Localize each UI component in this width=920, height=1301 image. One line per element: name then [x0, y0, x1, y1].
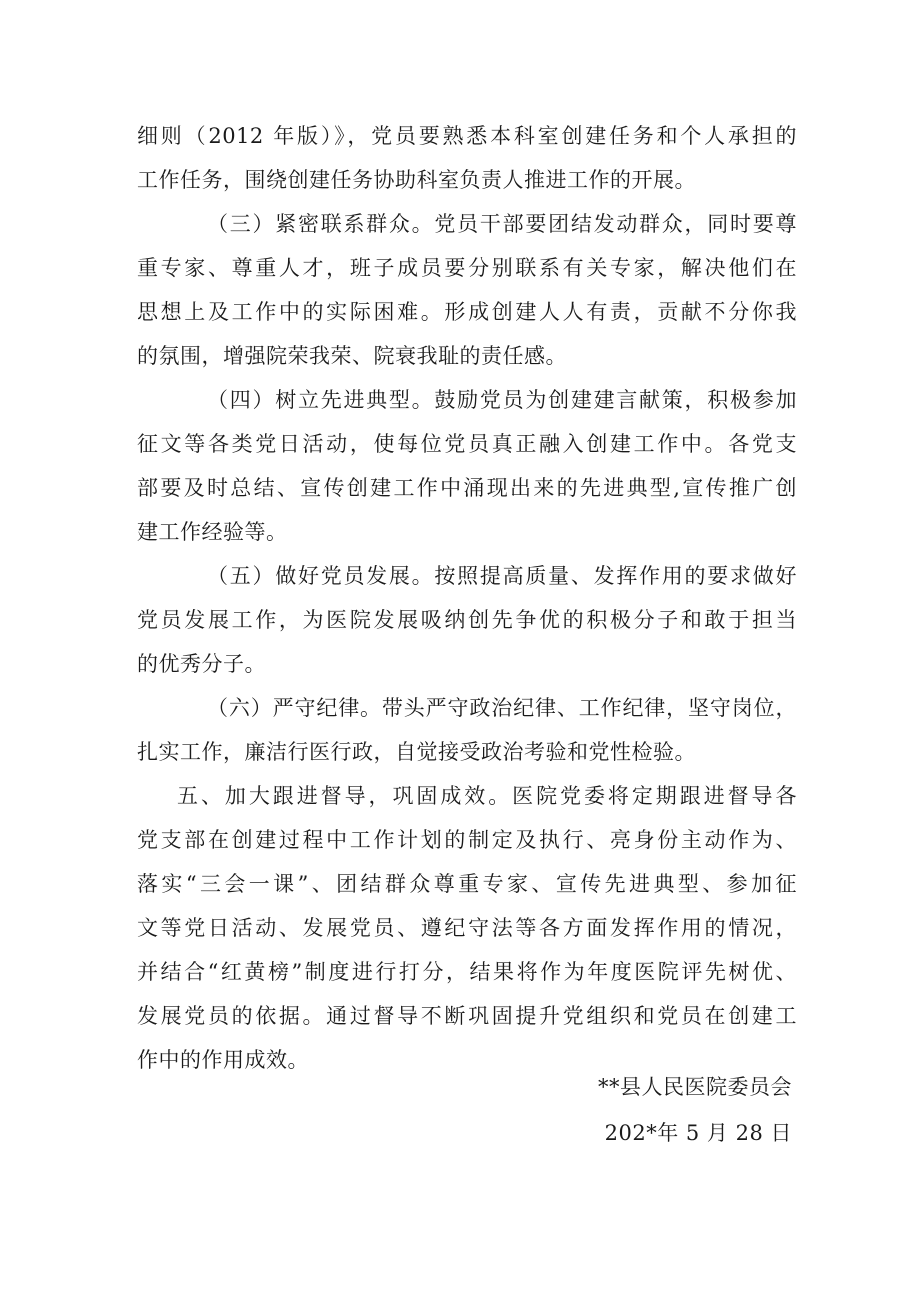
document-body	[137, 114, 797, 1082]
text-line: 扎实工作，廉洁行医行政，自觉接受政治考验和党性检验。	[137, 740, 696, 764]
text-line: 细则（2012 年版）》，党员要熟悉本科室创建任务和个人承担的	[137, 124, 797, 148]
text-line: （四）树立先进典型。鼓励党员为创建建言献策，积极参加	[207, 388, 797, 412]
text-line: 建工作经验等。	[137, 520, 288, 544]
paragraph-item-5	[137, 554, 797, 686]
text-line: 文等党日活动、发展党员、遵纪守法等各方面发挥作用的情况，	[137, 916, 797, 940]
text-line: （五）做好党员发展。按照提高质量、发挥作用的要求做好	[207, 564, 797, 588]
paragraph-item-3	[137, 202, 797, 378]
text-line: 党支部在创建过程中工作计划的制定及执行、亮身份主动作为、	[137, 828, 797, 852]
signature-organization: **县人民医院委员会	[598, 1075, 792, 1099]
paragraph-item-6	[137, 686, 797, 774]
text-line: 重专家、尊重人才，班子成员要分别联系有关专家，解决他们在	[137, 256, 797, 280]
text-line: 征文等各类党日活动，使每位党员真正融入创建工作中。各党支	[137, 432, 797, 456]
text-line: 作中的作用成效。	[137, 1048, 309, 1072]
paragraph-section-5	[137, 774, 797, 1082]
text-line: 五、加大跟进督导，巩固成效。医院党委将定期跟进督导各	[177, 784, 797, 808]
text-line: 的氛围，增强院荣我荣、院衰我耻的责任感。	[137, 344, 567, 368]
text-line: 工作任务，围绕创建任务协助科室负责人推进工作的开展。	[137, 168, 696, 192]
text-line: （三）紧密联系群众。党员干部要团结发动群众，同时要尊	[207, 212, 797, 236]
paragraph-continuation	[137, 114, 797, 202]
signature-date: 202*年 5 月 28 日	[604, 1121, 792, 1145]
text-line: 发展党员的依据。通过督导不断巩固提升党组织和党员在创建工	[137, 1004, 797, 1028]
text-line: 的优秀分子。	[137, 652, 266, 676]
text-line: 部要及时总结、宣传创建工作中涌现出来的先进典型,宣传推广创	[137, 476, 797, 500]
text-line: 思想上及工作中的实际困难。形成创建人人有责，贡献不分你我	[137, 300, 797, 324]
text-line: 党员发展工作，为医院发展吸纳创先争优的积极分子和敢于担当	[137, 608, 797, 632]
paragraph-item-4	[137, 378, 797, 554]
text-line: （六）严守纪律。带头严守政治纪律、工作纪律，坚守岗位，	[207, 696, 797, 720]
text-line: 落实“三会一课”、团结群众尊重专家、宣传先进典型、参加征	[137, 872, 797, 896]
text-line: 并结合“红黄榜”制度进行打分，结果将作为年度医院评先树优、	[137, 960, 797, 984]
